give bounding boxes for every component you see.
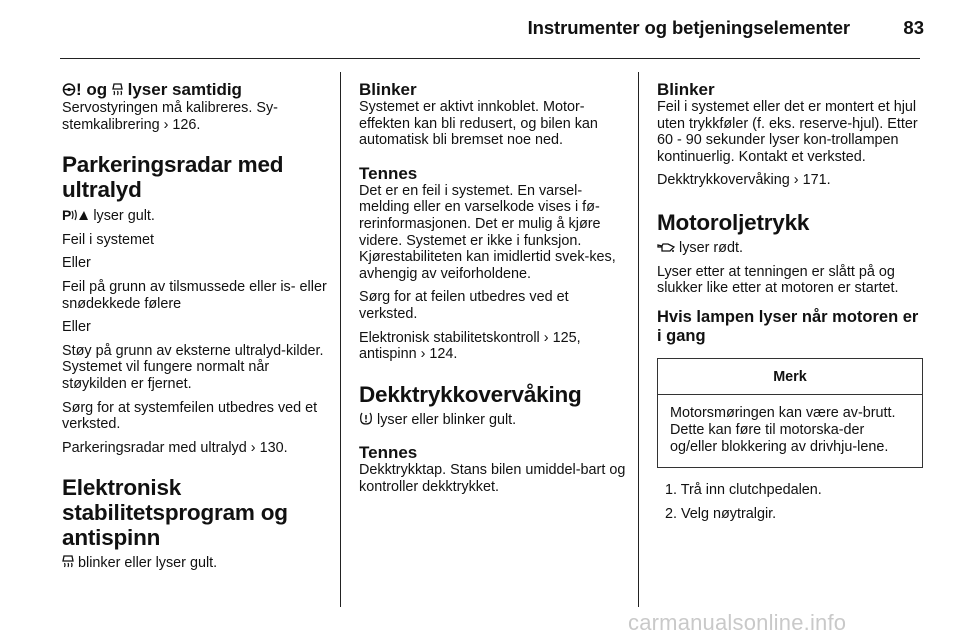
heading-esp: Elektronisk stabilitetsprogram og antispinn (62, 475, 288, 551)
tyre-tennes-text: Dekktrykktap. Stans bilen umiddel-bart og kontroller dekktrykket. (359, 462, 626, 495)
note-box (657, 358, 923, 468)
tyre-pressure-icon (359, 412, 373, 429)
header-title: Instrumenter og betjeningselementer (527, 17, 850, 38)
column-2: Blinker Systemet er aktivt innkoblet. Motor-effekten kan bli redusert, og bilen kan automatisk bli bremset noe ned. Tennes Det er en feil i systemet. En varsel-melding eller en varselkode vises i fø-rerinformasjonen. Det er mulig å kjøre videre. Systemet er ikke i funksjon. Kjørestabiliteten kan imidlertid svek-kes, avhengig av veiforholdene. Sørg for at feilen utbedres ved et verksted. Elektronisk stabilitetskontroll › 125, antispinn › 124. Dekktrykkovervåking lyser eller blinker gult. Tennes Dekktrykktap. Stans bilen umiddel-bart og kontroller dekktrykket. (359, 80, 626, 495)
tyre-state: lyser eller blinker gult. (377, 411, 517, 428)
oil-state: lyser rødt. (679, 239, 743, 256)
esp-off-icon (112, 81, 123, 100)
section-title-steering: ! og lyser samtidig (62, 80, 328, 100)
note-heading: Merk (658, 359, 922, 396)
column-3: Blinker Feil i systemet eller det er montert et hjul uten trykkføler (f. eks. reserve-hjul). Etter 60 - 90 sekunder lyser kon-trollampen kontinuerlig. Kontakt et verksted. Dekktrykkovervåking › 171. Motoroljetrykk lyser rødt. Lyser etter at tenningen er slått på og slukker like etter at motoren er startet. Hvis lampen lyser når motoren er i gang Merk Motorsmøringen kan være av-brutt. Dette kan føre til motorska-der og/eller blokkering av drivhju-lene. 1. Trå inn clutchpedalen. 2. Velg nøytralgir. (657, 80, 923, 529)
parking-p7: Parkeringsradar med ultralyd (62, 439, 247, 456)
parking-p5: Støy på grunn av eksterne ultralyd-kilder. Systemet vil fungere normalt når støykilden er fjernet. (62, 342, 324, 392)
steps-list (657, 482, 923, 522)
parking-p6: Sørg for at systemfeilen utbedres ved et verksted. (62, 399, 318, 433)
label-blinker: Blinker (359, 80, 417, 99)
parking-p3: Feil på grunn av tilsmussede eller is- eller snødekkede følere (62, 278, 327, 312)
parking-state: lyser gult. (93, 208, 155, 225)
heading-lamp-on: Hvis lampen lyser når motoren er i gang (657, 307, 919, 345)
heading-tyre-pressure: Dekktrykkovervåking (359, 381, 582, 407)
steering-warning-icon (62, 81, 76, 100)
page-number: 83 (903, 17, 924, 38)
column-divider-2 (638, 72, 639, 607)
ref-arrow-icon: › (250, 439, 256, 456)
esp-icon (62, 555, 74, 572)
steering-text: Servostyringen må kalibreres. Sy-stemkalibrering (62, 100, 278, 133)
esp-state: blinker eller lyser gult. (78, 555, 218, 572)
heading-parking-radar: Parkeringsradar med ultralyd (62, 152, 284, 203)
ref-arrow-icon: › (793, 172, 799, 189)
blinker-tyre-text: Feil i systemet eller det er montert et hjul uten trykkføler (f. eks. reserve-hjul). Etter 60 - 90 sekunder lyser kon-trollampen kontinuerlig. Kontakt et verksted. (657, 99, 918, 165)
list-item: 1. Trå inn clutchpedalen. (665, 482, 822, 499)
parking-p1: Feil i systemet (62, 231, 154, 248)
parking-p2: Eller (62, 255, 91, 272)
heading-oil-pressure: Motoroljetrykk (657, 209, 810, 235)
header-rule (60, 58, 920, 59)
list-item: 2. Velg nøytralgir. (665, 505, 777, 522)
blinker-text: Systemet er aktivt innkoblet. Motor-effekten kan bli redusert, og bilen kan automatisk bli bremset noe ned. (359, 99, 598, 149)
label-tennes: Tennes (359, 163, 418, 183)
oil-text: Lyser etter at tenningen er slått på og slukker like etter at motoren er startet. (657, 263, 899, 297)
parking-p4: Eller (62, 319, 91, 336)
tennes-p2: Sørg for at feilen utbedres ved et verksted. (359, 289, 569, 322)
label-tennes-tyre: Tennes (359, 443, 418, 463)
parking-radar-icon: P (62, 207, 89, 225)
ref-arrow-icon: › (543, 329, 549, 346)
ref-arrow-icon: › (163, 116, 169, 133)
label-blinker-tyre: Blinker (657, 80, 715, 99)
column-divider-1 (340, 72, 341, 607)
ref-arrow-icon: › (420, 346, 426, 363)
tennes-text: Det er en feil i systemet. En varsel-melding eller en varselkode vises i fø-rerinformasjonen. Det er mulig å kjøre videre. Systemet er ikke i funksjon. Kjørestabiliteten kan imidlertid svek-kes, avhengig av veiforholdene. (359, 182, 616, 282)
column-1: ! og lyser samtidig Servostyringen må kalibreres. Sy-stemkalibrering › 126. Parkeringsradar med ultralyd P lyser gult. Feil i systemet Eller Feil på grunn av tilsmussede eller is- eller snødekkede følere Eller Støy på grunn av eksterne ultralyd-kilder. Systemet vil fungere normalt når støykilden er fjernet. Sørg for at systemfeilen utbedres ved et verksted. Parkeringsradar med ultralyd › 130. Elektronisk stabilitetsprogram og antispinn blinker eller lyser gult. (62, 80, 327, 572)
watermark: carmanualsonline.info (628, 610, 847, 635)
note-body: Motorsmøringen kan være av-brutt. Dette kan føre til motorska-der og/eller blokkering av drivhju-lene. (670, 405, 896, 455)
oil-can-icon (657, 240, 675, 257)
